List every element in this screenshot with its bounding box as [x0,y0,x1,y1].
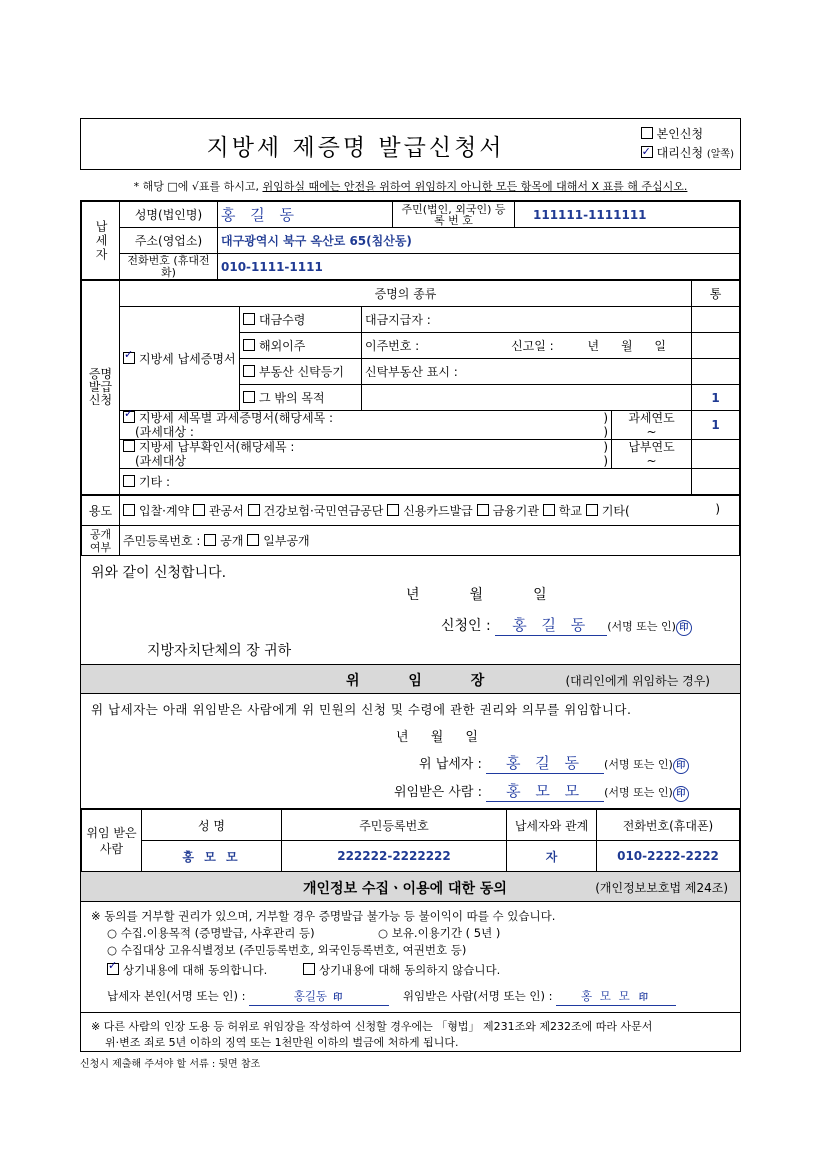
agree-option[interactable]: ✓상기내용에 대해 동의합니다. [107,962,267,978]
address-label: 주소(영업소) [120,228,218,254]
usage-label: 용도 [82,496,120,526]
delegation-taxpayer-line: 위 납세자 : 홍 길 동 (서명 또는 인) 印 [419,752,689,774]
delegate-table-label: 위임 받은 사람 [82,810,142,872]
other-purpose-field[interactable] [362,385,692,411]
delegation-statement: 위 납세자는 아래 위임받은 사람에게 위 민원의 신청 및 수령에 관한 권리와 의무를 위임합니다. [91,702,632,717]
purpose-payment-option[interactable]: 대금수령 [240,307,362,333]
payment-year-field[interactable]: 납부연도 ~ [612,440,692,469]
checkbox-icon[interactable] [477,504,489,516]
privacy-signatures: 납세자 본인(서명 또는 인) : 홍길동 印 위임받은 사람(서명 또는 인) : 홍 모 모 印 [107,988,676,1006]
seal-icon: 印 [673,758,689,774]
seal-icon: 印 [676,620,692,636]
delegation-taxpayer-signature[interactable]: 홍 길 동 [486,752,604,774]
privacy-purpose: ○ 수집.이용목적 (증명발급, 사후관리 등) [107,926,315,940]
purpose-emigration-option[interactable]: 해외이주 [240,333,362,359]
privacy-law: (개인정보보호법 제24조) [595,881,728,895]
address-field[interactable]: 대구광역시 북구 옥산로 65(침산동) [218,228,740,254]
privacy-notice: ※ 동의를 거부할 권리가 있으며, 거부할 경우 증명발급 불가능 등 불이익이 따를 수 있습니다. [91,909,556,923]
warning-line-2: 위·변조 죄로 5년 이하의 징역 또는 1천만원 이하의 벌금에 처하게 됩니다. [105,1036,459,1049]
request-statement: 위와 같이 신청합니다. [91,565,227,581]
count-cell[interactable] [692,307,740,333]
phone-field[interactable]: 010-1111-1111 [218,254,740,280]
checkbox-icon[interactable] [123,440,135,452]
usage-table [81,495,740,556]
checkbox-icon[interactable] [248,504,260,516]
self-application-option[interactable]: 본인신청 [641,125,734,144]
footer-note: 신청시 제출해 주셔야 할 서류 : 뒷면 참조 [80,1059,261,1070]
checkbox-icon[interactable] [247,534,259,546]
proxy-application-option[interactable]: ✓대리신청 (알쪽) [641,144,734,164]
delegation-body [81,694,740,809]
checkbox-icon[interactable] [641,127,653,139]
checkbox-icon[interactable] [123,504,135,516]
checkbox-icon[interactable] [243,313,255,325]
purpose-other-option[interactable]: 그 밖의 목적 [240,385,362,411]
privacy-period: ○ 보유.이용기간 ( 5년 ) [378,926,501,940]
privacy-title: 개인정보 수집ㆍ이용에 대한 동의 [303,881,507,897]
application-form [80,118,741,1070]
delegate-line: 위임받은 사람 : 홍 모 모 (서명 또는 인) 印 [394,780,689,802]
delegate-privacy-signature[interactable]: 홍 모 모 印 [556,988,676,1006]
checkbox-icon[interactable] [243,339,255,351]
id-number-field[interactable]: 111111-1111111 [515,202,740,228]
tax-item-certificate-option[interactable]: ✓지방세 세목별 과세증명서(해당세목 : ) (과세대상 : ) [120,411,612,440]
applicant-line: 신청인 : 홍 길 동 (서명 또는 인) 印 [441,614,692,636]
delegation-header [81,665,740,694]
addressee: 지방자치단체의 장 귀하 [147,643,292,659]
id-label: 주민(법인, 외국인) 등 록 번 호 [393,202,515,228]
delegate-relation[interactable]: 자 [507,841,597,872]
checkbox-icon[interactable] [193,504,205,516]
count-cell[interactable] [692,359,740,385]
usage-option[interactable]: 학교 [543,504,582,518]
count-cell[interactable] [692,333,740,359]
count-value[interactable]: 1 [692,411,740,440]
issue-table [81,280,740,495]
emigration-field[interactable]: 이주번호 : 신고일 : 년 월 일 [362,333,692,359]
tax-payment-certificate-option[interactable]: ✓지방세 납세증명서 [120,307,240,411]
usage-option[interactable]: 기타( [586,504,630,518]
disagree-option[interactable]: 상기내용에 대해 동의하지 않습니다. [303,962,500,978]
count-value[interactable]: 1 [692,385,740,411]
checked-checkbox-icon[interactable] [641,146,653,158]
usage-option[interactable]: 금융기관 [477,504,539,518]
request-date: 년 월 일 [406,587,547,603]
form-title: 지방세 제증명 발급신청서 [206,135,505,161]
request-section [81,556,740,665]
privacy-body [81,902,740,1013]
delegate-name[interactable]: 홍 모 모 [142,841,282,872]
checked-checkbox-icon[interactable] [107,963,119,975]
count-header: 통 [692,281,740,307]
checked-checkbox-icon[interactable] [123,352,135,364]
phone-label: 전화번호 (휴대전화) [120,254,218,280]
count-cell[interactable] [692,440,740,469]
warning-section [81,1013,740,1051]
checked-checkbox-icon[interactable] [123,411,135,423]
partial-disclose-option[interactable]: 일부공개 [247,534,309,548]
name-label: 성명(법인명) [120,202,218,228]
seal-icon: 印 [333,993,343,1003]
checkbox-icon[interactable] [204,534,216,546]
taxpayer-section-label: 납세자 [82,202,120,280]
title-box [80,118,741,170]
delegate-signature[interactable]: 홍 모 모 [486,780,604,802]
delegate-table [81,809,740,872]
header-id: 주민등록번호 [282,810,507,841]
usage-option[interactable]: 입찰·계약 [123,504,189,518]
usage-options: 입찰·계약 관공서 건강보험·국민연금공단 신용카드발급 금융기관 학교 기타( ) [120,496,740,526]
seal-icon: 印 [673,786,689,802]
purpose-trust-option[interactable]: 부동산 신탁등기 [240,359,362,385]
disclose-option[interactable]: 공개 [204,534,243,548]
payer-field[interactable]: 대금지급자 : [362,307,692,333]
issue-section-label: 증명 발급 신청 [82,281,120,495]
usage-option[interactable]: 건강보험·국민연금공단 [248,504,384,518]
checkbox-icon[interactable] [586,504,598,516]
payment-confirmation-option[interactable]: 지방세 납부확인서(해당세목 : ) (과세대상 ) [120,440,612,469]
checkbox-icon[interactable] [123,475,135,487]
applicant-signature[interactable]: 홍 길 동 [495,614,607,636]
checkbox-icon[interactable] [303,963,315,975]
name-field[interactable]: 홍 길 동 [218,202,393,228]
header-phone: 전화번호(휴대폰) [597,810,740,841]
delegation-date: 년 월 일 [396,730,478,745]
checkbox-icon[interactable] [387,504,399,516]
etc-option[interactable]: 기타 : [120,469,692,495]
taxpayer-table [81,201,740,280]
count-cell[interactable] [692,469,740,495]
delegate-id[interactable]: 222222-2222222 [282,841,507,872]
header-name: 성 명 [142,810,282,841]
usage-option[interactable]: 신용카드발급 [387,504,473,518]
kind-header: 증명의 종류 [120,281,692,307]
delegate-phone[interactable]: 010-2222-2222 [597,841,740,872]
checkbox-icon[interactable] [543,504,555,516]
privacy-header [81,872,740,902]
delegation-subtitle: (대리인에게 위임하는 경우) [565,674,710,688]
header-relation: 납세자와 관계 [507,810,597,841]
privacy-items: ○ 수집대상 고유식별정보 (주민등록번호, 외국인등록번호, 여권번호 등) [107,943,467,957]
instruction-note: * 해당 □에 √표를 하시고, 위임하실 때에는 안전을 위하여 위임하지 아니한 모든 항목에 대해서 X 표를 해 주십시오. [133,180,688,193]
warning-line-1: ※ 다른 사람의 인장 도용 등 허위로 위임장을 작성하여 신청할 경우에는 「형법」 제231조와 제232조에 따라 사문서 [91,1020,653,1033]
checkbox-icon[interactable] [243,365,255,377]
main-form [80,200,741,1052]
seal-icon: 印 [638,993,650,1003]
usage-option[interactable]: 관공서 [193,504,244,518]
trust-field[interactable]: 신탁부동산 표시 : [362,359,692,385]
disclosure-label: 공개 여부 [82,526,120,556]
checkbox-icon[interactable] [243,391,255,403]
disclosure-options: 주민등록번호 : 공개 일부공개 [120,526,740,556]
self-signature[interactable]: 홍길동 印 [249,988,389,1006]
delegation-title: 위 임 장 [346,673,507,689]
tax-year-field[interactable]: 과세연도 ~ [612,411,692,440]
application-type [641,125,734,164]
